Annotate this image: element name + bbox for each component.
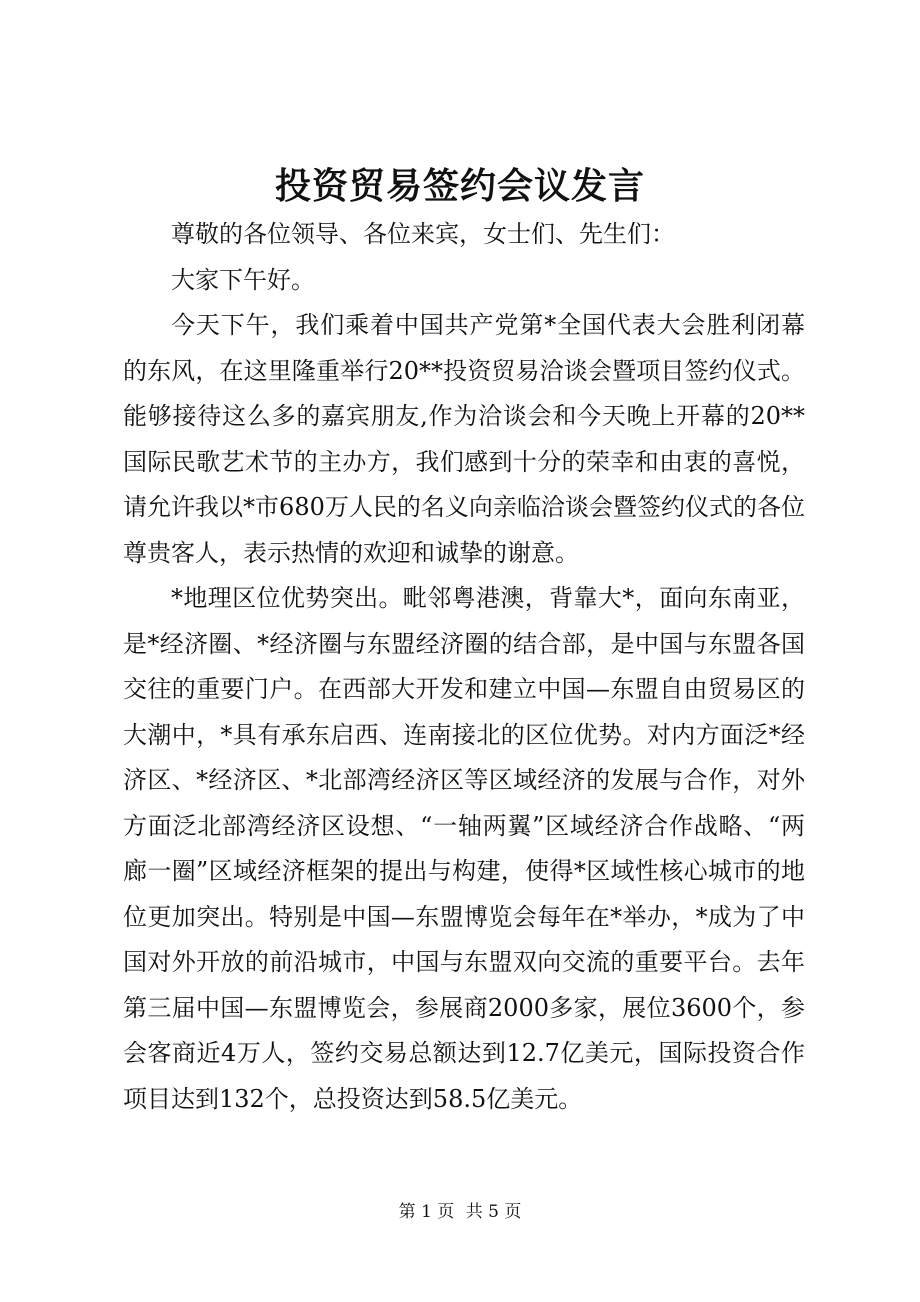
page-number: 第 1 页 <box>398 1202 455 1222</box>
page-total: 共 5 页 <box>465 1202 522 1222</box>
greeting-paragraph: 大家下午好。 <box>171 265 315 294</box>
opening-paragraph: 今天下午，我们乘着中国共产党第*全国代表大会胜利闭幕的东风，在这里隆重举行20**投资贸易洽谈会暨项目签约仪式。能够接待这么多的嘉宾朋友,作为洽谈会和今天晚上开幕的20**国际民歌艺术节的主办方，我们感到十分的荣幸和由衷的喜悦，请允许我以*市680万人民的名义向亲临洽谈会暨签约仪式的各位尊贵客人，表示热情的欢迎和诚挚的谢意。 <box>123 311 805 567</box>
page-footer <box>0 1200 920 1224</box>
location-advantage-paragraph: *地理区位优势突出。毗邻粤港澳，背靠大*，面向东南亚，是*经济圈、*经济圈与东盟经济圈的结合部，是中国与东盟各国交往的重要门户。在西部大开发和建立中国—东盟自由贸易区的大潮中，*具有承东启西、连南接北的区位优势。对内方面泛*经济区、*经济区、*北部湾经济区等区域经济的发展与合作，对外方面泛北部湾经济区设想、“一轴两翼”区域经济合作战略、“两廊一圈”区域经济框架的提出与构建，使得*区域性核心城市的地位更加突出。特别是中国—东盟博览会每年在*举办，*成为了中国对外开放的前沿城市，中国与东盟双向交流的重要平台。去年第三届中国—东盟博览会，参展商2000多家，展位3600个，参会客商近4万人，签约交易总额达到12.7亿美元，国际投资合作项目达到132个，总投资达到58.5亿美元。 <box>123 584 805 1113</box>
document-body <box>123 212 805 1122</box>
document-title: 投资贸易签约会议发言 <box>274 165 645 207</box>
salutation-paragraph: 尊敬的各位领导、各位来宾，女士们、先生们： <box>171 220 675 248</box>
